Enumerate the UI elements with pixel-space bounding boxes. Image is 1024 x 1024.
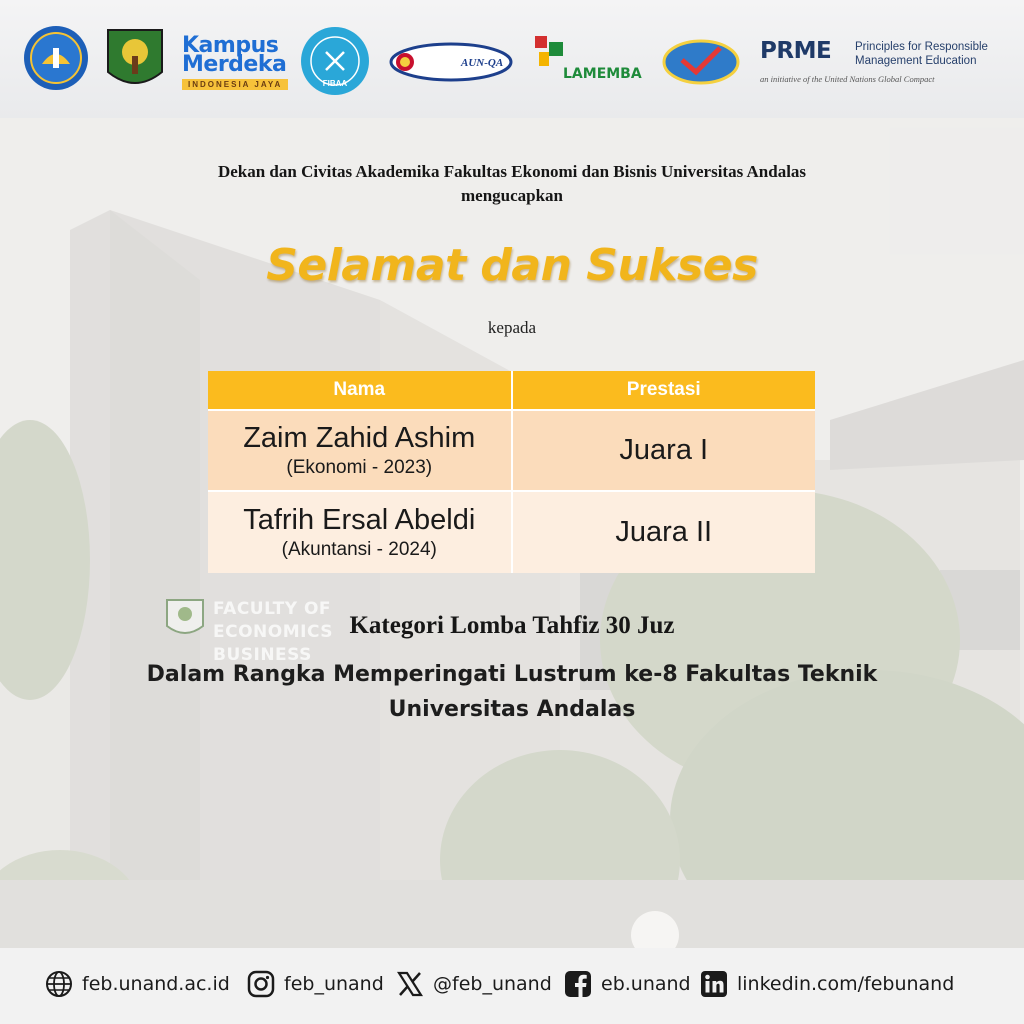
instagram-text: feb_unand: [284, 973, 384, 995]
logo-header: [0, 0, 1024, 118]
fibaa-logo: [300, 26, 370, 96]
facebook-text: eb.unand: [601, 973, 691, 995]
faculty-sign-line1: FACULTY OF: [213, 599, 332, 619]
winner-program: (Akuntansi - 2024): [281, 538, 437, 560]
intro-line-2: mengucapkan: [460, 186, 564, 205]
winners-table: [208, 371, 815, 573]
prme-side: [855, 40, 988, 68]
kampus-merdeka-line2: Merdeka: [182, 52, 287, 77]
intro-line-1: Dekan dan Civitas Akademika Fakultas Ekonomi dan Bisnis Universitas Andalas: [217, 162, 807, 181]
column-header-nama: Nama: [208, 371, 512, 410]
x-text: @feb_unand: [433, 973, 552, 995]
winner-prize: Juara I: [619, 434, 709, 466]
prme-logo: [760, 38, 988, 84]
prme-main: PRME: [760, 38, 832, 64]
linkedin-link[interactable]: [699, 969, 954, 999]
fibaa-label: FIBAA: [322, 79, 348, 88]
kemendikbud-logo: [22, 24, 90, 92]
linkedin-icon: [699, 969, 729, 999]
instagram-link[interactable]: [246, 969, 384, 999]
facebook-link[interactable]: [563, 969, 691, 999]
table-header-row: [208, 371, 815, 410]
iso-logo: [662, 38, 740, 86]
prize-cell: [512, 491, 816, 573]
faculty-sign-line2: ECONOMICS: [213, 622, 333, 642]
winner-prize: Juara II: [615, 516, 713, 548]
x-icon: [395, 969, 425, 999]
kepada-text: kepada: [487, 318, 537, 337]
website-text: feb.unand.ac.id: [82, 973, 230, 995]
headline: Selamat dan Sukses: [266, 240, 758, 291]
lamemba-logo-mark: [535, 36, 565, 68]
faculty-sign-line3: BUSINESS: [213, 645, 312, 665]
category-title: Kategori Lomba Tahfiz 30 Juz: [349, 612, 675, 639]
kampus-merdeka-line1: Kampus: [182, 33, 279, 58]
column-header-prestasi: Prestasi: [512, 371, 816, 410]
table-row: [208, 491, 815, 573]
linkedin-text: linkedin.com/febunand: [737, 973, 955, 995]
prize-cell: [512, 410, 816, 491]
prme-subtitle: an initiative of the United Nations Global Compact: [760, 74, 935, 84]
event-line-2: Universitas Andalas: [388, 697, 636, 722]
aun-qa-logo: [389, 42, 513, 82]
prme-side-line1: Principles for Responsible: [855, 41, 988, 53]
aun-qa-text: AUN-QA: [461, 57, 504, 69]
instagram-icon: [246, 969, 276, 999]
winner-name: Zaim Zahid Ashim: [243, 421, 476, 454]
kampus-merdeka-tag: INDONESIA JAYA: [182, 79, 288, 90]
x-link[interactable]: [395, 969, 552, 999]
social-footer: [0, 948, 1024, 1024]
name-cell: [208, 410, 512, 491]
event-line-1: Dalam Rangka Memperingati Lustrum ke-8 Fakultas Teknik: [146, 662, 878, 687]
kampus-merdeka-logo: [182, 33, 288, 92]
globe-icon: [44, 969, 74, 999]
unand-logo: [106, 28, 164, 92]
table-row: [208, 410, 815, 491]
website-link[interactable]: [44, 969, 230, 999]
facebook-icon: [563, 969, 593, 999]
prme-side-line2: Management Education: [855, 55, 977, 67]
name-cell: [208, 491, 512, 573]
lamemba-logo: LAMEMBA: [563, 66, 642, 82]
winner-program: (Ekonomi - 2023): [286, 456, 433, 478]
winner-name: Tafrih Ersal Abeldi: [243, 503, 476, 536]
